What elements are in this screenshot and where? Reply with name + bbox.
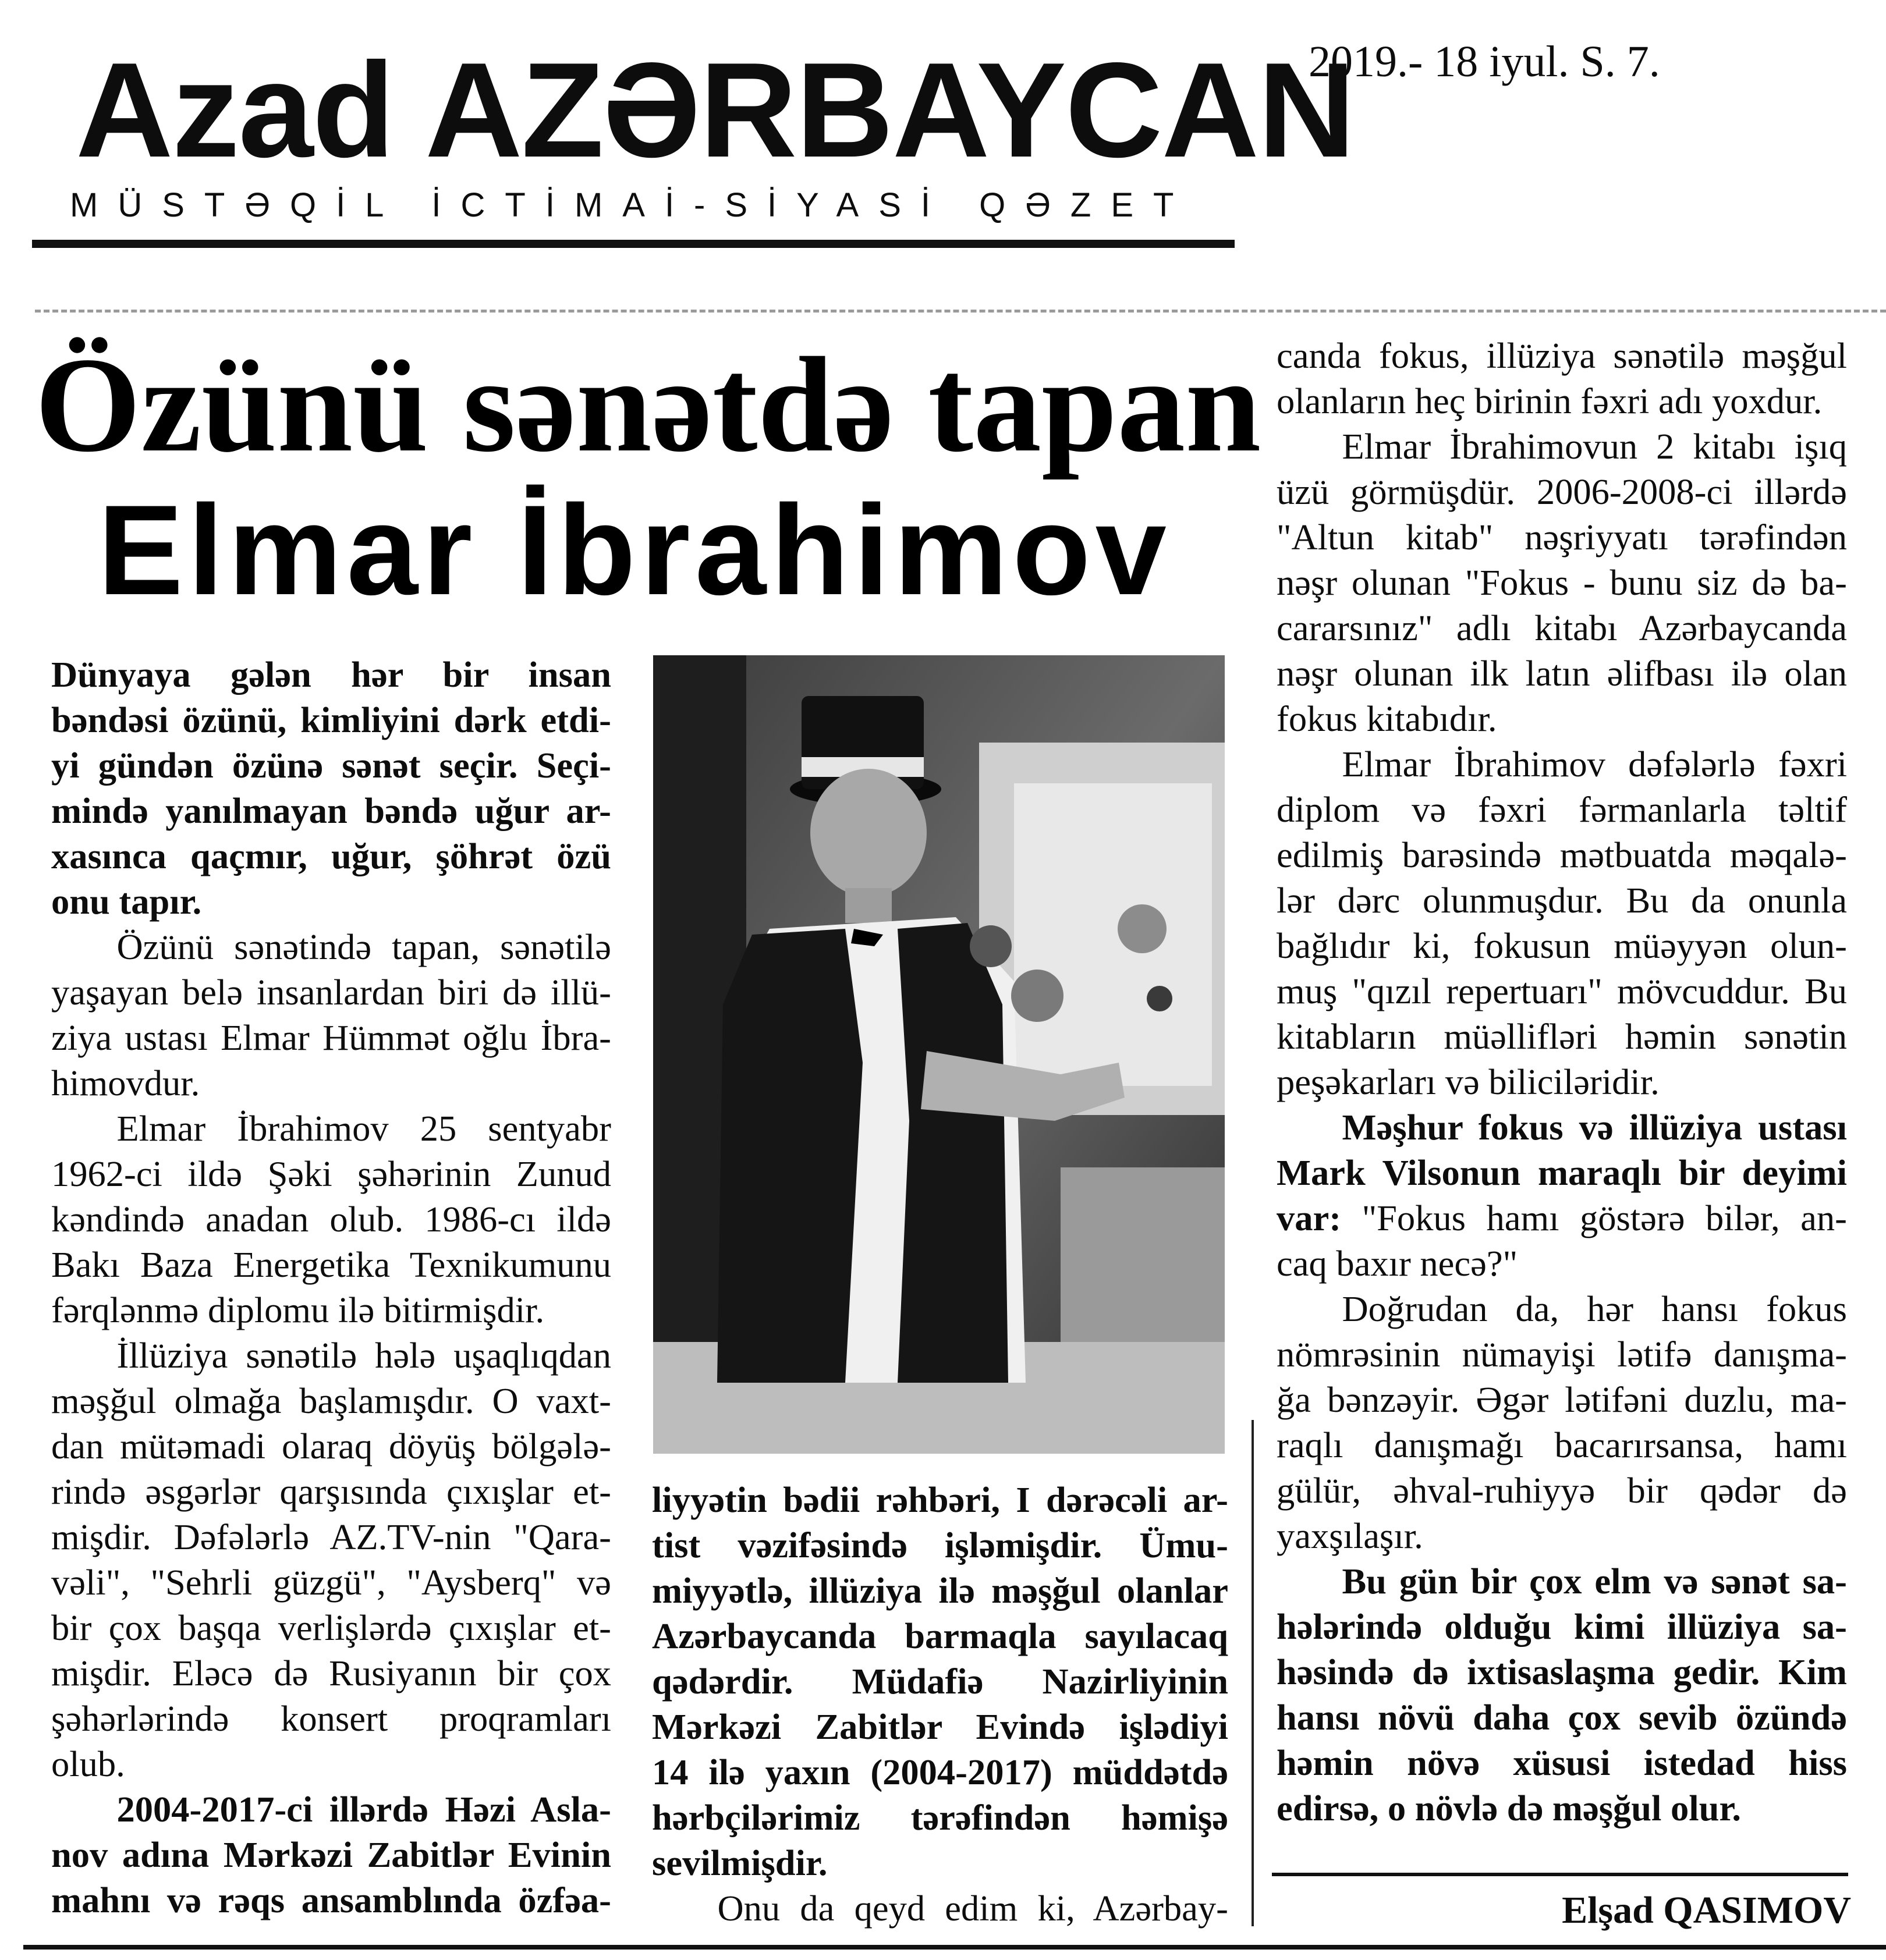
article-line: edilmiş barəsində mətbuatda məqalə- [1277,835,1847,875]
masthead-tagline: MÜSTƏQİL İCTİMAİ-SİYASİ QƏZET [70,186,1194,224]
article-line: lər dərc olunmuşdur. Bu da onunla [1277,880,1847,921]
article-line: raqlı danışmağı bacarırsansa, hamı [1277,1425,1847,1465]
article-line: miyyətlə, illüziya ilə məşğul olanlar [652,1570,1228,1611]
article-line: nəşr olunan ilk latın əlifbası ilə olan [1277,653,1847,694]
article-line: himovdur. [51,1063,200,1103]
article-line: ğa bənzəyir. Əgər lətifəni duzlu, ma- [1277,1379,1847,1420]
article-line: peşəkarları və biliciləridir. [1277,1061,1660,1102]
article-line: qədərdir. Müdafiə Nazirliyinin [652,1661,1228,1702]
article-line: Azərbaycanda barmaqla sayılacaq [652,1615,1228,1656]
article-line: canda fokus, illüziya sənətilə məşğul [1277,335,1847,376]
article-line: ziya ustası Elmar Hümmət oğlu İbra- [51,1017,611,1058]
article-line: hansı növü daha çox sevib özündə [1277,1697,1847,1738]
article-line: Elmar İbrahimovun 2 kitabı işıq [1342,426,1847,467]
article-line: edirsə, o növlə də məşğul olur. [1277,1788,1742,1828]
article-line: "Altun kitab" nəşriyyatı tərəfindən [1277,517,1847,558]
article-line: Mark Vilsonun maraqlı bir deyimi [1277,1152,1847,1193]
article-line: Dünyaya gələn hər bir insan [51,654,611,695]
article-line: bir çox başqa verlişlərdə çıxışlar et- [51,1607,611,1648]
article-line: yi gündən özünə sənət seçir. Seçi- [51,745,611,786]
article-title-line-2: Elmar İbrahimov [98,478,1171,622]
column-3 [1277,333,1847,1831]
article-line: hələrində olduğu kimi illüziya sa- [1277,1606,1847,1647]
article-line: hərbçilərimiz tərəfindən həmişə [652,1797,1228,1838]
article-line: nömrəsinin nümayişi lətifə danışma- [1277,1334,1847,1375]
article-line: yaxşılaşır. [1277,1515,1423,1556]
article-line: xasınca qaçmır, uğur, şöhrət özü [51,836,611,876]
article-line: Bakı Baza Energetika Texnikumunu [51,1244,611,1285]
article-line: fokus kitabıdır. [1277,698,1497,739]
article-line: kitabların müəllifləri həmin sənətin [1277,1016,1847,1057]
article-line: bəndəsi özünü, kimliyini dərk etdi- [51,700,611,740]
article-line: vəli", "Sehrli güzgü", "Aysberq" və [51,1562,611,1603]
article-line: Doğrudan da, hər hansı fokus [1342,1288,1847,1329]
magician-photo [653,655,1225,1454]
masthead-title: Azad AZƏRBAYCAN [76,35,1355,186]
author-signature: Elşad QASIMOV [1562,1889,1851,1931]
article-line: muş "qızıl repertuarı" mövcuddur. Bu [1277,971,1847,1011]
article-line: var: "Fokus hamı göstərə bilər, an- [1277,1198,1847,1238]
article-line: İllüziya sənətilə hələ uşaqlıqdan [116,1335,611,1376]
article-line: üzü görmüşdür. 2006-2008-ci illərdə [1277,471,1847,512]
article-line: Özünü sənətində tapan, sənətilə [116,926,611,967]
article-line: sevilmişdir. [652,1842,828,1883]
article-line: həmin növə xüsusi istedad hiss [1277,1742,1847,1783]
article-line: Elmar İbrahimov 25 sentyabr [116,1108,611,1149]
article-line: bağlıdır ki, fokusun müəyyən olun- [1277,925,1847,966]
bottom-rule [23,1945,1886,1950]
bold-run: var: [1277,1198,1342,1238]
article-line: kəndində anadan olub. 1986-cı ildə [51,1199,611,1240]
article-line: onu tapır. [51,881,202,922]
article-line: cararsınız" adlı kitabı Azərbaycanda [1277,608,1847,648]
article-line: yaşayan belə insanlardan biri də illü- [51,972,611,1013]
article-line: Onu da qeyd edim ki, Azərbay- [717,1888,1228,1929]
article-line: diplom və fəxri fərmanlarla təltif [1277,789,1847,830]
column-divider [1252,1420,1254,1926]
article-line: olanların heç birinin fəxri adı yoxdur. [1277,381,1823,421]
article-line: nəşr olunan "Fokus - bunu siz də ba- [1277,562,1847,603]
article-line: Elmar İbrahimov dəfələrlə fəxri [1342,744,1847,784]
article-line: 2004-2017-ci illərdə Həzi Asla- [116,1789,611,1830]
article-line: Mərkəzi Zabitlər Evində işlədiyi [652,1706,1228,1747]
article-line: məşğul olmağa başlamışdır. O vaxt- [51,1380,611,1421]
article-line: rində əsgərlər qarşısında çıxışlar et- [51,1471,611,1512]
article-line: 1962-ci ildə Şəki şəhərinin Zunud [51,1153,611,1194]
article-line: həsində də ixtisaslaşma gedir. Kim [1277,1652,1847,1692]
article-line: olub. [51,1744,125,1784]
column-1 [51,652,611,1923]
article-line: mində yanılmayan bəndə uğur ar- [51,790,611,831]
article-line: fərqlənmə diplomu ilə bitirmişdir. [51,1290,545,1330]
article-title-line-1: Özünü sənətdə tapan [35,329,1261,480]
article-line: Bu gün bir çox elm və sənət sa- [1342,1561,1847,1602]
article-line: nov adına Mərkəzi Zabitlər Evinin [51,1834,611,1875]
article-line: şəhərlərində konsert proqramları [51,1698,611,1739]
masthead-rule [32,240,1235,248]
article-line: dan mütəmadi olaraq döyüş bölgələ- [51,1426,611,1467]
article-line: Məşhur fokus və illüziya ustası [1342,1107,1847,1148]
signature-rule [1272,1873,1848,1876]
article-line: mahnı və rəqs ansamblında özfəa- [51,1880,611,1920]
dashed-separator [35,310,1886,313]
publication-date: 2019.- 18 iyul. S. 7. [1309,37,1660,86]
article-line: mişdir. Dəfələrlə AZ.TV-nin "Qara- [51,1517,611,1557]
article-line: caq baxır necə?" [1277,1243,1518,1284]
column-2 [652,1477,1228,1931]
article-line: tist vəzifəsində işləmişdir. Ümu- [652,1525,1228,1565]
article-line: liyyətin bədii rəhbəri, I dərəcəli ar- [652,1479,1228,1520]
article-line: gülür, əhval-ruhiyyə bir qədər də [1277,1470,1847,1511]
magician-photo-icon [653,655,1225,1454]
article-line: 14 ilə yaxın (2004-2017) müddətdə [652,1752,1228,1792]
article-line: mişdir. Eləcə də Rusiyanın bir çox [51,1653,611,1693]
